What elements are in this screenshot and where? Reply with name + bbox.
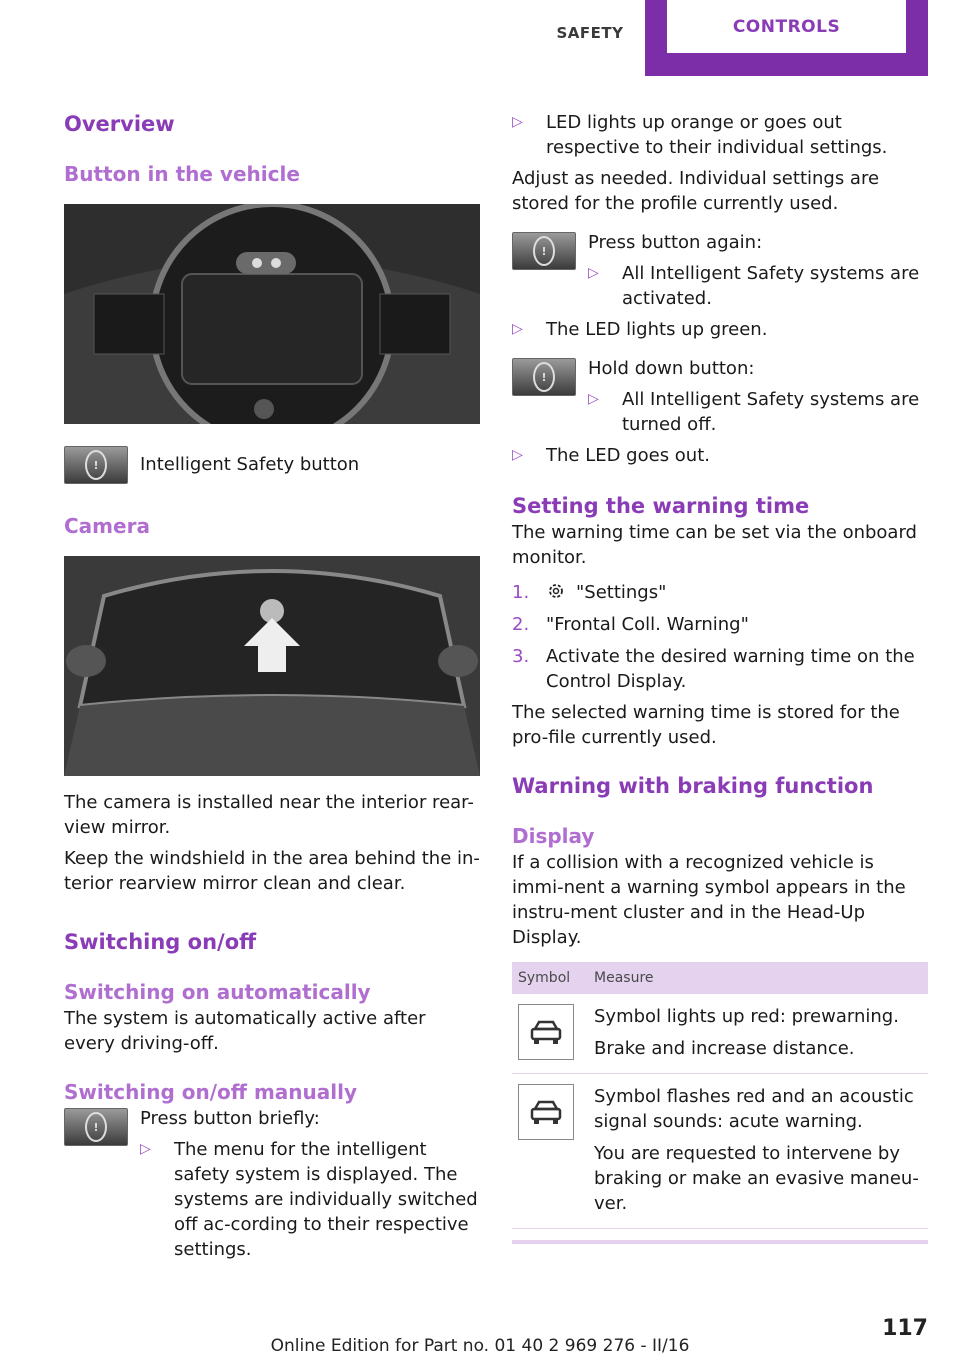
header-tab (645, 0, 928, 76)
header-tab-label: CONTROLS (667, 0, 906, 53)
triangle-bullet-icon: ▷ (512, 114, 523, 130)
braking-heading: Warning with braking function (512, 774, 874, 798)
camera-heading: Camera (64, 514, 150, 538)
led-green-text: The LED lights up green. (546, 319, 768, 340)
car-front-icon (518, 1084, 574, 1140)
row2-text-a: Symbol flashes red and an acoustic signal sounds: acute warning. (594, 1086, 914, 1132)
auto-heading: Switching on automatically (64, 980, 371, 1004)
led-out-item (512, 443, 928, 468)
dashboard-illustration (64, 204, 480, 424)
measure-column-header: Measure (588, 962, 928, 994)
display-text: If a collision with a recognized vehicle is immi-nent a warning symbol appears in the instru-ment cluster and in the Head-Up Display. (512, 852, 906, 948)
edition-note: Online Edition for Part no. 01 40 2 969 276 - II/16 (270, 1336, 690, 1356)
display-heading: Display (512, 824, 595, 848)
button-heading: Button in the vehicle (64, 162, 300, 186)
symbol-column-header: Symbol (512, 962, 588, 994)
steps-list (512, 580, 928, 694)
overview-heading: Overview (64, 112, 175, 136)
hold-down-row (512, 356, 928, 437)
intelligent-safety-button-icon: ! (64, 1108, 128, 1146)
windshield-illustration (64, 556, 480, 776)
manual-item-text: The menu for the intelligent safety system is displayed. The systems are individually switched off ac-cording to their respective settings. (174, 1139, 478, 1260)
activated-text: All Intelligent Safety systems are activated. (622, 263, 920, 309)
step-item (512, 580, 928, 605)
led-out-text: The LED goes out. (546, 445, 710, 466)
camera-text-2: Keep the windshield in the area behind the in-terior rearview mirror clean and clear. (64, 848, 480, 894)
step-number: 3. (512, 646, 530, 667)
activated-list-item (588, 261, 928, 311)
warning-time-text: The warning time can be set via the onboard monitor. (512, 522, 917, 568)
button-caption-row (64, 446, 482, 484)
footer-divider (512, 1240, 928, 1244)
step-number: 1. (512, 582, 530, 603)
triangle-bullet-icon: ▷ (588, 265, 599, 281)
triangle-bullet-icon: ▷ (512, 321, 523, 337)
dashboard-photo (64, 204, 480, 424)
right-column (512, 110, 928, 1229)
camera-text-1: The camera is installed near the interior rear-view mirror. (64, 792, 474, 838)
stored-text: The selected warning time is stored for the pro-file currently used. (512, 702, 900, 748)
off-text: All Intelligent Safety systems are turned off. (622, 389, 920, 435)
led-list-item (512, 110, 928, 160)
auto-text: The system is automatically active after every driving-off. (64, 1008, 426, 1054)
step-item (512, 644, 928, 694)
step-item (512, 612, 928, 637)
page-number: 117 (882, 1316, 928, 1341)
intelligent-safety-button-icon: ! (64, 446, 128, 484)
button-caption: Intelligent Safety button (140, 454, 360, 475)
off-list-item (588, 387, 928, 437)
car-front-icon (518, 1004, 574, 1060)
intelligent-safety-button-icon: ! (512, 232, 576, 270)
hold-down-text: Hold down button: (588, 358, 755, 379)
table-row (512, 1074, 928, 1229)
adjust-text: Adjust as needed. Individual settings are stored for the profile currently used. (512, 168, 880, 214)
header-section-label: SAFETY (556, 24, 624, 42)
press-again-text: Press button again: (588, 232, 763, 253)
table-row (512, 994, 928, 1074)
triangle-bullet-icon: ▷ (588, 391, 599, 407)
manual-press-text: Press button briefly: (140, 1108, 320, 1129)
manual-row (64, 1106, 482, 1262)
step-text: Activate the desired warning time on the Control Display. (546, 646, 915, 692)
led-green-item (512, 317, 928, 342)
row1-text-a: Symbol lights up red: prewarning. (594, 1006, 899, 1027)
triangle-bullet-icon: ▷ (140, 1141, 151, 1157)
warning-time-heading: Setting the warning time (512, 494, 810, 518)
symbol-table (512, 962, 928, 1229)
step-text: "Settings" (576, 582, 667, 603)
step-text: "Frontal Coll. Warning" (546, 614, 749, 635)
intelligent-safety-button-icon: ! (512, 358, 576, 396)
windshield-photo (64, 556, 480, 776)
row1-text-b: Brake and increase distance. (594, 1038, 855, 1059)
press-again-row (512, 230, 928, 311)
switching-heading: Switching on/off (64, 930, 257, 954)
led-item-text: LED lights up orange or goes out respective to their individual settings. (546, 112, 888, 158)
step-number: 2. (512, 614, 530, 635)
row2-text-b: You are requested to intervene by braking or make an evasive maneu-ver. (594, 1143, 919, 1214)
manual-list-item (140, 1137, 482, 1262)
left-column (64, 110, 482, 1262)
triangle-bullet-icon: ▷ (512, 447, 523, 463)
manual-heading: Switching on/off manually (64, 1080, 358, 1104)
gear-icon (546, 580, 576, 605)
